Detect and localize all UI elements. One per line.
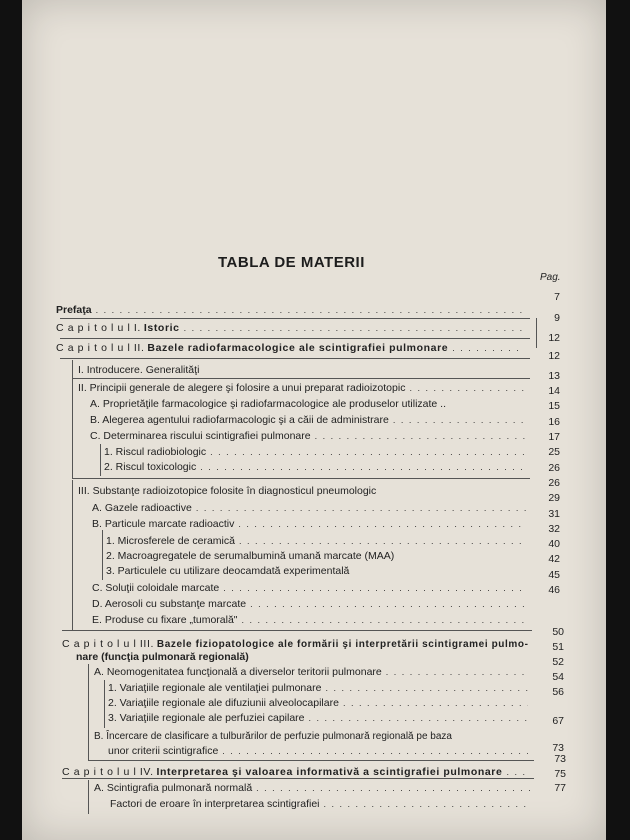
bracket-rule [60,318,530,319]
toc-page-number: 32 [548,523,560,535]
toc-entry-label: A. Gazele radioactive [92,502,192,514]
toc-page-number: 31 [548,508,560,520]
toc-entry-label: unor criterii scintigrafice [108,745,219,757]
toc-entry-label: Interpretarea şi valoarea informativă a scintigrafiei pulmonare [156,766,503,778]
toc-entry-3b3 [106,565,530,579]
toc-entry-label: B. Alegerea agentului radiofarmacologic şi a căii de administrare [90,414,389,426]
toc-entry-2b [90,414,530,428]
toc-entry-5a [94,782,534,796]
toc-entry-4a2 [108,697,532,711]
toc-page-number: 46 [548,584,560,596]
toc-entry-prefata [56,304,526,318]
toc-entry-3b2 [106,550,530,564]
toc-page-number: 15 [548,400,560,412]
bracket-rule [72,360,73,380]
toc-entry-label: I. Introducere. Generalităţi [78,364,200,376]
toc-page-number: 56 [552,686,564,698]
toc-entry-label: A. Proprietăţile farmacologice şi radiofarmacologice ale produselor utilizate .. [90,398,447,410]
toc-page-number: 25 [548,446,560,458]
toc-entry-prefix: C a p i t o l u l I. [56,322,141,334]
toc-entry-5b [110,798,534,812]
toc-page-number: 52 [552,656,564,668]
toc-entry-3d [92,598,530,612]
toc-page-number: 67 [552,715,564,727]
toc-entry-label: 2. Macroagregatele de serumalbumină umană marcate (MAA) [106,550,395,562]
toc-page-number: 17 [548,431,560,443]
toc-entry-label: Bazele fiziopatologice ale formării şi interpretării scintigramei pulmo- [156,639,529,650]
toc-entry-label: B. Particule marcate radioactiv [92,518,235,530]
bracket-rule [72,380,73,478]
bracket-rule [72,478,530,479]
toc-entry-label: 1. Riscul radiobiologic [104,446,207,458]
toc-entry-label: II. Principii generale de alegere şi folosire a unui preparat radioizotopic [78,382,406,394]
toc-entry-3c [92,582,530,596]
toc-entry-prefix: C a p i t o l u l IV. [62,766,154,778]
toc-entry-2c [90,430,530,444]
toc-page-number: 16 [548,416,560,428]
toc-page-number: 77 [554,782,566,794]
toc-page-number: 50 [552,626,564,638]
toc-page-number: 75 [554,768,566,780]
toc-entry-capitolul-3-cont [76,651,496,665]
toc-entry-prefix: C a p i t o l u l II. [56,342,145,354]
toc-entry-label: 2. Riscul toxicologic [104,461,197,473]
toc-entry-label: C. Determinarea riscului scintigrafiei pulmonare [90,430,311,442]
bracket-rule [60,338,530,339]
toc-entry-label: A. Neomogenitatea funcţională a diverselor teritorii pulmonare [94,666,382,678]
bracket-rule [62,778,534,779]
toc-entry-label: Bazele radiofarmacologice ale scintigrafiei pulmonare [147,342,449,354]
toc-entry-label: Prefaţa [56,304,92,316]
toc-page-number: 26 [548,462,560,474]
toc-page-number: 42 [548,553,560,565]
toc-entry-3b1 [106,535,530,549]
bracket-rule [88,664,89,760]
toc-page-number: 12 [548,332,560,344]
toc-page-number: 73 [554,753,566,765]
book-page [22,0,606,840]
page-title: TABLA DE MATERII [218,254,365,271]
toc-entry-label: Istoric [143,322,180,334]
toc-page-number: 40 [548,538,560,550]
table-of-contents [22,0,606,840]
toc-entry-label: III. Substanţe radioizotopice folosite în diagnosticul pneumologic [78,485,377,497]
toc-entry-label: A. Scintigrafia pulmonară normală [94,782,253,794]
toc-entry-4b [94,731,532,745]
toc-entry-2c1 [104,446,530,460]
toc-entry-2c2 [104,461,530,475]
toc-entry-3a [92,502,530,516]
toc-entry-section-2 [78,382,530,396]
bracket-rule [88,760,534,761]
toc-entry-2a [90,398,530,412]
toc-entry-prefix: C a p i t o l u l III. [62,638,154,650]
toc-page-number: 73 [552,742,564,754]
toc-entry-4a3 [108,712,532,726]
toc-page-number: 12 [548,350,560,362]
toc-entry-label: C. Soluţii coloidale marcate [92,582,220,594]
bracket-rule [62,630,532,631]
toc-page-number: 45 [548,569,560,581]
toc-entry-capitolul-3 [62,638,532,652]
toc-entry-label: 3. Particulele cu utilizare deocamdată experimentală [106,565,350,577]
toc-entry-3b [92,518,530,532]
toc-entry-4a1 [108,682,532,696]
bracket-rule [104,680,105,728]
toc-entry-section-1 [78,364,478,378]
toc-page-number: 9 [554,312,560,324]
bracket-rule [72,480,73,630]
bracket-rule [102,530,103,580]
bracket-rule [100,444,101,476]
toc-entry-label: B. Încercare de clasificare a tulburărilor de perfuzie pulmonară regională pe baza [94,731,452,742]
toc-page-number: 7 [554,291,560,303]
toc-entry-label: 2. Variaţiile regionale ale difuziunii alveolocapilare [108,697,339,709]
toc-page-number: 13 [548,370,560,382]
page-column-label: Pag. [540,272,561,283]
toc-entry-label: 1. Microsferele de ceramică [106,535,235,547]
bracket-rule [536,318,537,348]
toc-page-number: 51 [552,641,564,653]
toc-entry-label: E. Produse cu fixare „tumorală" [92,614,238,626]
toc-page-number: 26 [548,477,560,489]
toc-entry-label: Factori de eroare în interpretarea scintigrafiei [110,798,320,810]
toc-entry-label: D. Aerosoli cu substanţe marcate [92,598,247,610]
toc-page-number: 54 [552,671,564,683]
toc-entry-4b-cont [108,745,532,759]
bracket-rule [72,378,530,379]
toc-page-number: 29 [548,492,560,504]
toc-entry-section-3 [78,485,528,499]
toc-entry-capitolul-2 [56,342,526,356]
toc-entry-capitolul-1 [56,322,526,336]
bracket-rule [88,780,89,814]
toc-entry-label: nare (funcţia pulmonară regională) [76,651,249,663]
toc-page-number: 14 [548,385,560,397]
toc-entry-label: 3. Variaţiile regionale ale perfuziei capilare [108,712,305,724]
bracket-rule [60,358,530,359]
toc-entry-3e [92,614,530,628]
toc-entry-4a [94,666,532,680]
toc-entry-label: 1. Variaţiile regionale ale ventilaţiei pulmonare [108,682,322,694]
